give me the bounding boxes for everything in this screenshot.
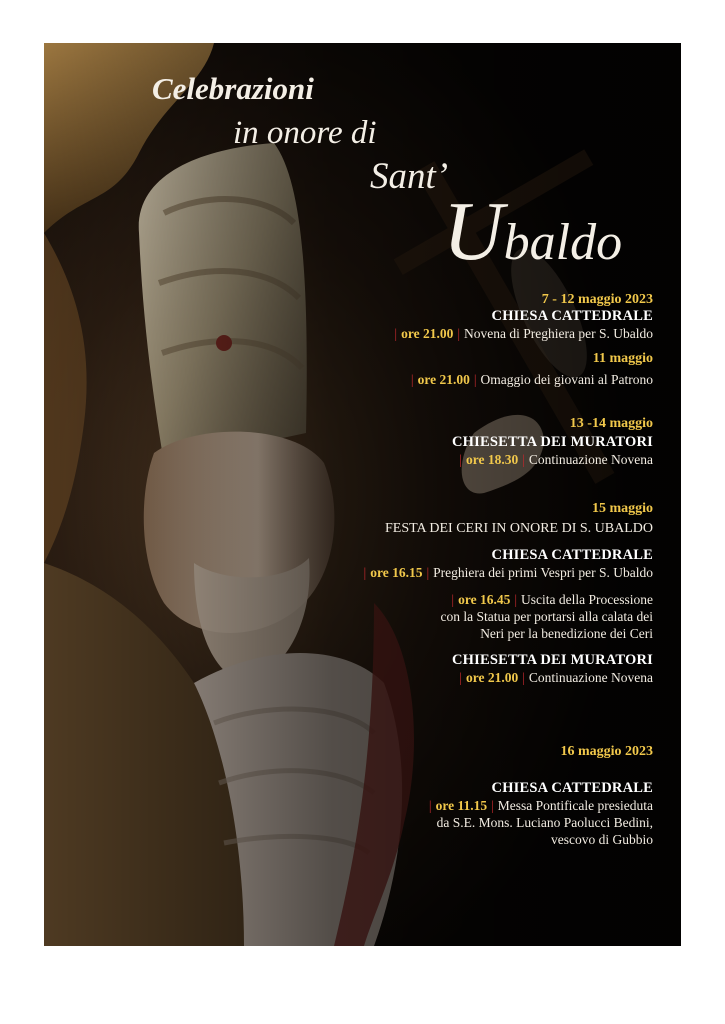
event-time: ore 11.15 — [435, 798, 488, 813]
schedule-block-1 — [390, 291, 653, 342]
event-row: | ore 18.30 | Continuazione Novena — [459, 452, 653, 467]
date-7-12-maggio: 7 - 12 maggio 2023 — [541, 292, 653, 307]
event-row: | ore 21.00 | Continuazione Novena — [459, 670, 653, 685]
event-text-line: con la Statua per portarsi alla calata dei — [440, 609, 653, 624]
event-time: ore 18.30 — [465, 452, 519, 467]
title-ubaldo — [443, 183, 622, 280]
title-ubaldo-rest: baldo — [503, 214, 623, 271]
location-chiesa-cattedrale: CHIESA CATTEDRALE — [491, 308, 653, 324]
event-time: ore 16.45 — [458, 592, 511, 607]
poster — [44, 43, 681, 946]
location-chiesetta-dei-muratori: CHIESETTA DEI MURATORI — [452, 434, 653, 450]
schedule-block-2 — [407, 350, 653, 388]
event-text-line: da S.E. Mons. Luciano Paolucci Bedini, — [436, 815, 653, 830]
schedule-block-3 — [452, 415, 653, 468]
event-text-line: vescovo di Gubbio — [551, 832, 653, 847]
title-sant: Sant’ — [370, 156, 449, 197]
schedule-block-4 — [360, 500, 654, 686]
event-row: | ore 16.15 | Preghiera dei primi Vespri per S. Ubaldo — [363, 565, 653, 580]
event-time: ore 21.00 — [401, 326, 454, 341]
date-11-maggio: 11 maggio — [592, 351, 653, 366]
event-text: Omaggio dei giovani al Patrono — [480, 372, 653, 387]
date-13-14-maggio: 13 -14 maggio — [569, 416, 653, 431]
event-time: ore 21.00 — [465, 670, 519, 685]
event-text: Messa Pontificale presieduta — [497, 798, 653, 813]
event-row: | ore 11.15 | Messa Pontificale presieduta — [428, 798, 653, 813]
location-chiesetta-dei-muratori: CHIESETTA DEI MURATORI — [452, 652, 653, 668]
event-text: Uscita della Processione — [521, 592, 653, 607]
event-text: Continuazione Novena — [528, 452, 653, 467]
date-15-maggio: 15 maggio — [591, 501, 653, 516]
title-in-onore-di: in onore di — [233, 115, 377, 151]
event-row: | ore 21.00 | Novena di Preghiera per S. Ubaldo — [394, 326, 653, 341]
event-row: | ore 16.45 | Uscita della Processione — [451, 592, 653, 607]
event-text: Novena di Preghiera per S. Ubaldo — [464, 326, 653, 341]
event-text: Preghiera dei primi Vespri per S. Ubaldo — [433, 565, 653, 580]
event-text: Continuazione Novena — [528, 670, 653, 685]
schedule-block-5 — [425, 743, 653, 848]
location-chiesa-cattedrale: CHIESA CATTEDRALE — [491, 547, 653, 563]
festa-dei-ceri: FESTA DEI CERI IN ONORE DI S. UBALDO — [385, 521, 653, 536]
title-ubaldo-initial: U — [443, 185, 504, 278]
event-time: ore 16.15 — [370, 565, 423, 580]
date-16-maggio: 16 maggio 2023 — [560, 744, 653, 759]
location-chiesa-cattedrale: CHIESA CATTEDRALE — [491, 780, 653, 796]
event-row: | ore 21.00 | Omaggio dei giovani al Patrono — [410, 372, 653, 387]
title-celebrazioni: Celebrazioni — [152, 71, 314, 106]
event-time: ore 21.00 — [417, 372, 470, 387]
event-text-line: Neri per la benedizione dei Ceri — [480, 626, 653, 641]
